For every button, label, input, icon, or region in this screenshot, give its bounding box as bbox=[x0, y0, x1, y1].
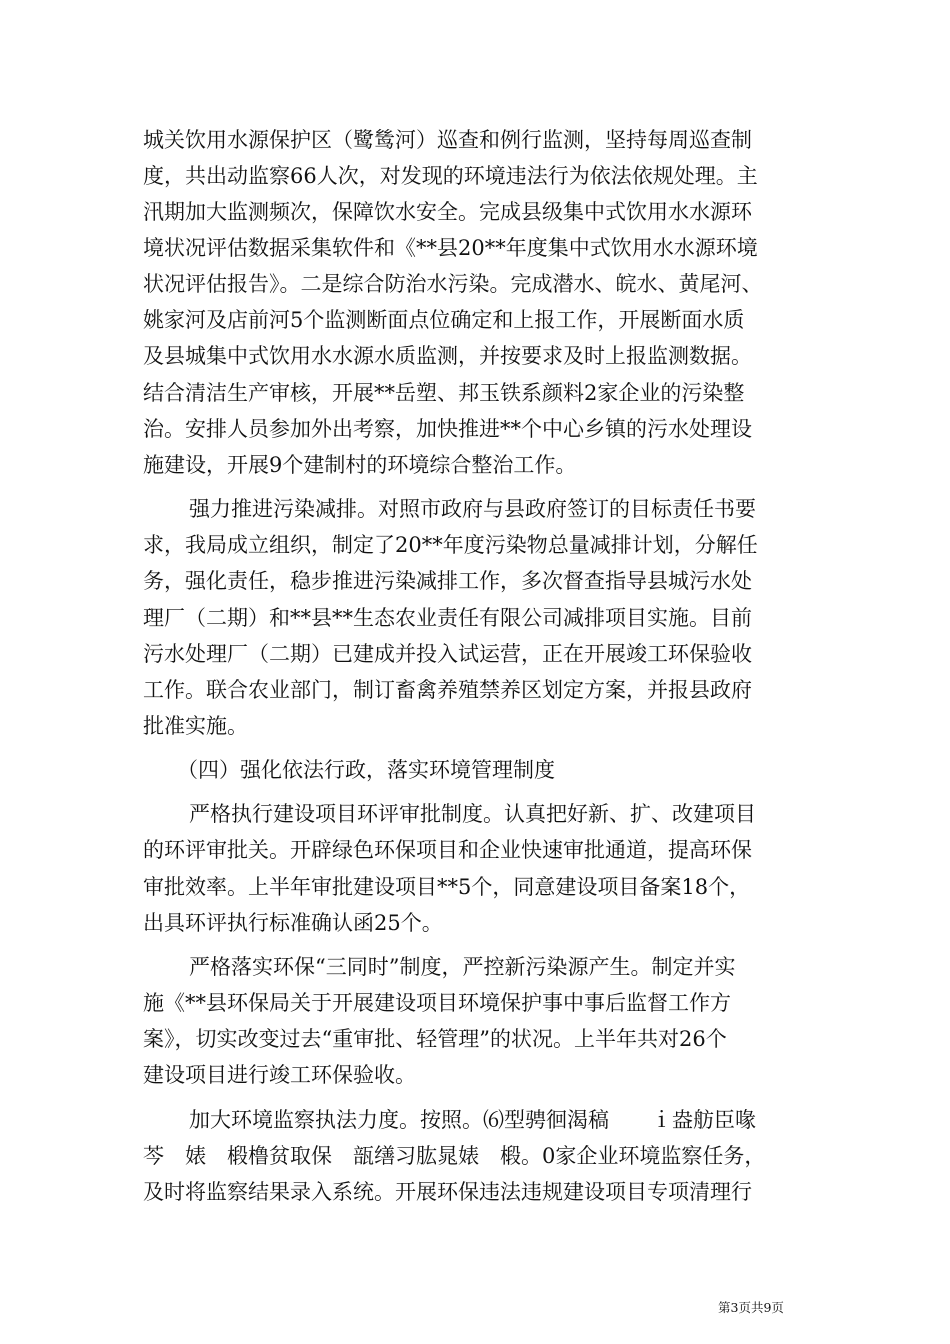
text-line: 工作。联合农业部门，制订畜禽养殖禁养区划定方案，并报县政府 bbox=[143, 678, 752, 702]
text-line: 境状况评估数据采集软件和《**县20**年度集中式饮用水水源环境 bbox=[143, 236, 758, 260]
text-line: 严格落实环保“三同时”制度，严控新污染源产生。制定并实 bbox=[189, 955, 736, 979]
text-line: 批准实施。 bbox=[143, 714, 248, 738]
text-line: 及时将监察结果录入系统。开展环保违法违规建设项目专项清理行 bbox=[143, 1180, 752, 1204]
text-line: 城关饮用水源保护区（鹭鸶河）巡查和例行监测，坚持每周巡查制 bbox=[143, 128, 752, 152]
text-line: 的环评审批关。开辟绿色环保项目和企业快速审批通道，提高环保 bbox=[143, 838, 752, 862]
text-line: 案》，切实改变过去“重审批、轻管理”的状况。上半年共对26个 bbox=[143, 1027, 727, 1051]
text-line: 加大环境监察执法力度。按照。⑹型骋徊渴稿 ｉ盎舫臣喙 bbox=[189, 1108, 756, 1132]
section-heading: （四）强化依法行政，落实环境管理制度 bbox=[177, 758, 555, 782]
text-line: 姚家河及店前河5个监测断面点位确定和上报工作，开展断面水质 bbox=[143, 308, 745, 332]
text-line: 及县城集中式饮用水水源水质监测，并按要求及时上报监测数据。 bbox=[143, 344, 752, 368]
text-line: 芩 婊 椴橹贫取保 瓿缮习肱晁婊 椴。0家企业环境监察任务， bbox=[143, 1144, 766, 1168]
text-line: 施《**县环保局关于开展建设项目环境保护事中事后监督工作方 bbox=[143, 991, 731, 1015]
text-line: 强力推进污染减排。对照市政府与县政府签订的目标责任书要 bbox=[189, 497, 756, 521]
text-line: 求，我局成立组织，制定了20**年度污染物总量减排计划，分解任 bbox=[143, 533, 758, 557]
text-line: 状况评估报告》。二是综合防治水污染。完成潜水、皖水、黄尾河、 bbox=[143, 272, 763, 296]
text-line: 建设项目进行竣工环保验收。 bbox=[143, 1063, 416, 1087]
text-line: 出具环评执行标准确认函25个。 bbox=[143, 911, 443, 935]
text-line: 理厂（二期）和**县**生态农业责任有限公司减排项目实施。目前 bbox=[143, 606, 752, 630]
text-line: 治。安排人员参加外出考察，加快推进**个中心乡镇的污水处理设 bbox=[143, 417, 752, 441]
text-line: 施建设，开展9个建制村的环境综合整治工作。 bbox=[143, 453, 577, 477]
text-line: 结合清洁生产审核，开展**岳塑、邦玉铁系颜料2家企业的污染整 bbox=[143, 381, 745, 405]
text-line: 严格执行建设项目环评审批制度。认真把好新、扩、改建项目 bbox=[189, 802, 756, 826]
page-number: 第3页共9页 bbox=[718, 1300, 784, 1315]
text-line: 审批效率。上半年审批建设项目**5个，同意建设项目备案18个， bbox=[143, 875, 751, 899]
text-line: 汛期加大监测频次，保障饮水安全。完成县级集中式饮用水水源环 bbox=[143, 200, 752, 224]
text-line: 度，共出动监察66人次，对发现的环境违法行为依法依规处理。主 bbox=[143, 164, 758, 188]
text-line: 污水处理厂（二期）已建成并投入试运营，正在开展竣工环保验收 bbox=[143, 642, 752, 666]
text-line: 务，强化责任，稳步推进污染减排工作，多次督查指导县城污水处 bbox=[143, 569, 752, 593]
